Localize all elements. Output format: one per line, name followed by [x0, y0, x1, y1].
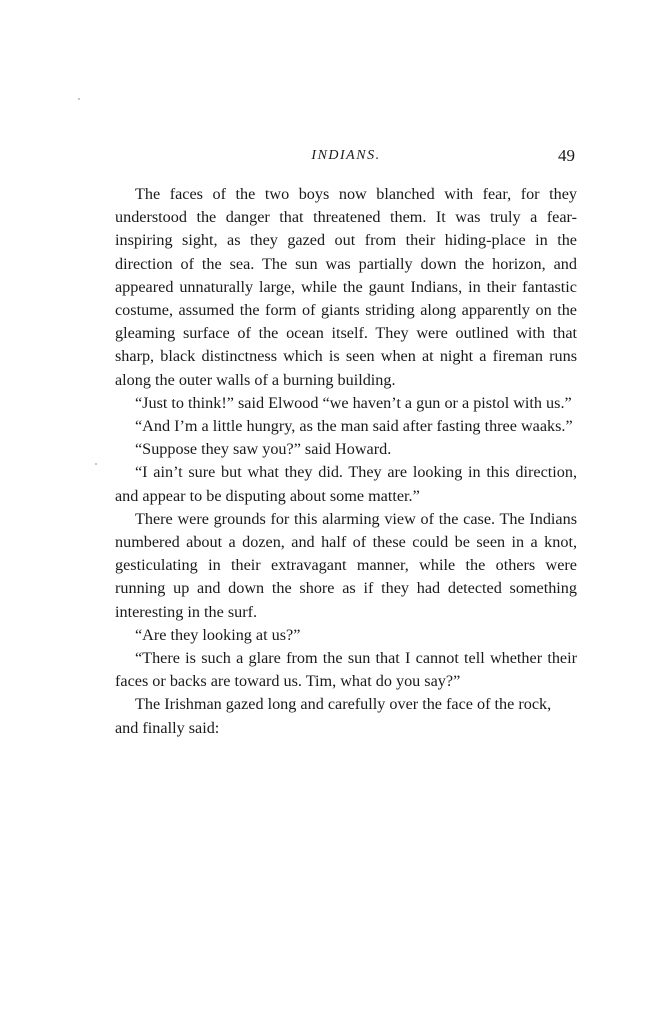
paragraph: “And I’m a little hungry, as the man said after fasting three waaks.” — [135, 417, 573, 436]
paragraph: The Irishman gazed long and carefully over the face of the rock, and finally said: — [115, 695, 552, 737]
page-number: 49 — [558, 146, 575, 165]
running-title: INDIANS. — [311, 148, 381, 163]
body-text — [115, 183, 577, 740]
paragraph: “Are they looking at us?” — [135, 625, 301, 644]
running-head — [115, 144, 577, 170]
paper-speck — [78, 98, 80, 100]
paragraph: “Suppose they saw you?” said Howard. — [135, 440, 392, 459]
paragraph: “I ain’t sure but what they did. They are looking in this direction, and appear to be disputing about some matter.” — [115, 463, 577, 505]
paragraph: “Just to think!” said Elwood “we haven’t a gun or a pistol with us.” — [135, 393, 572, 412]
paragraph: The faces of the two boys now blanched with fear, for they understood the danger that threatened them. It was truly a fear-inspiring sight, as they gazed out from their hiding-place in the direction of the sea. The sun was partially down the horizon, and appeared unnaturally large, while the gaunt Indians, in their fantastic costume, assumed the form of giants striding along apparently on the gleaming surface of the ocean itself. They were outlined with that sharp, black distinctness which is seen when at night a fireman runs along the outer walls of a burning building. — [115, 185, 577, 389]
paper-speck — [95, 463, 97, 465]
paragraph: “There is such a glare from the sun that I cannot tell whether their faces or backs are toward us. Tim, what do you say?” — [115, 649, 577, 691]
paragraph: There were grounds for this alarming view of the case. The Indians numbered about a dozen, and half of these could be seen in a knot, gesticulating in their extravagant manner, while the others were running up and down the shore as if they had detected something interesting in the surf. — [115, 509, 577, 621]
